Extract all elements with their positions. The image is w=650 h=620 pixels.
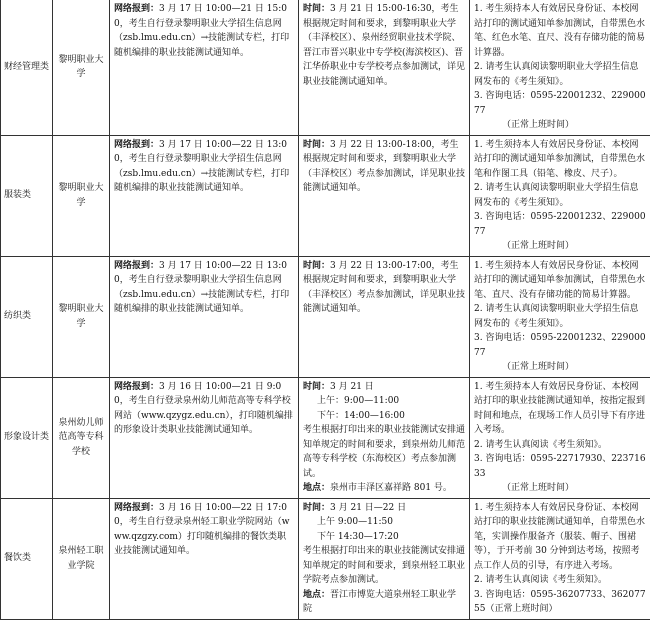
note-line: 3. 咨询电话：0595-22717930、22371633 xyxy=(474,452,646,481)
registration-cell xyxy=(110,135,299,256)
time-label: 时间： xyxy=(303,261,330,271)
note-line: 2. 请考生认真阅读黎明职业大学招生信息网发布的《考生须知》。 xyxy=(474,60,646,89)
note-line: 1. 考生须持本人有效居民身份证、本校网站打印的职业技能测试通知单，自带黑色水笔，实训操作服备齐（服装、帽子、围裙等），于开考前 30 分钟到达考场，按照考点工作人员的引导，有序进入考场。 xyxy=(474,501,646,574)
category-cell: 餐饮类 xyxy=(1,498,53,619)
school-cell: 泉州轻工职业学院 xyxy=(53,498,110,619)
note-line: （正常上班时间） xyxy=(474,118,646,133)
place-label: 地点： xyxy=(303,590,330,600)
time-afternoon: 下午 14:30—17:20 xyxy=(303,530,465,545)
note-line: 3. 咨询电话：0595-22001232、22900077 xyxy=(474,89,646,118)
notes-cell xyxy=(470,377,650,498)
school-cell: 黎明职业大学 xyxy=(53,256,110,377)
registration-cell xyxy=(110,256,299,377)
time-place-cell xyxy=(299,135,470,256)
time-afternoon: 下午：14:00—16:00 xyxy=(303,409,465,424)
place-text: 泉州市丰泽区嘉祥路 801 号。 xyxy=(330,483,452,493)
time-place-cell xyxy=(299,377,470,498)
time-label: 时间： xyxy=(303,140,330,150)
notes-cell xyxy=(470,256,650,377)
note-line: 3. 咨询电话：0595-22001232、22900077 xyxy=(474,331,646,360)
notes-cell xyxy=(470,0,650,135)
time-morning: 上午 9:00—11:50 xyxy=(303,515,465,530)
registration-text: 3 月 17 日 10:00—22 日 13:00，考生自行登录黎明职业大学招生信息网（zsb.lmu.edu.cn）→技能测试专栏，打印随机编排的职业技能测试通知单。 xyxy=(114,140,289,194)
note-line: （正常上班时间） xyxy=(474,360,646,375)
school-cell: 泉州幼儿师范高等专科学校 xyxy=(53,377,110,498)
note-line: 2. 请考生认真阅读黎明职业大学招生信息网发布的《考生须知》。 xyxy=(474,302,646,331)
time-label: 时间： xyxy=(303,382,330,392)
registration-label: 网络报到： xyxy=(114,382,159,392)
registration-text: 3 月 17 日 10:00—22 日 13:00，考生自行登录黎明职业大学招生信息网（zsb.lmu.edu.cn）→技能测试专栏，打印随机编排的职业技能测试通知单。 xyxy=(114,261,289,315)
registration-text: 3 月 16 日 10:00—22 日 17:00，考生自行登录泉州轻工职业学院网站（www.qzgzy.com）打印随机编排的餐饮类职业技能测试通知单。 xyxy=(114,503,289,557)
time-text: 3 月 22 日 13:00-17:00，考生根据规定时间和要求，到黎明职业大学（丰泽校区）考点参加测试，详见职业技能测试通知单。 xyxy=(303,261,465,315)
registration-cell xyxy=(110,498,299,619)
table-row xyxy=(1,0,650,135)
time-place-cell xyxy=(299,0,470,135)
time-date: 3 月 21 日—22 日 xyxy=(330,503,406,513)
school-cell: 黎明职业大学 xyxy=(53,135,110,256)
time-place-cell xyxy=(299,498,470,619)
note-line: 2. 请考生认真阅读《考生须知》。 xyxy=(474,573,646,588)
table-row xyxy=(1,135,650,256)
category-cell: 纺织类 xyxy=(1,256,53,377)
category-cell: 形象设计类 xyxy=(1,377,53,498)
note-line: （正常上班时间） xyxy=(474,239,646,254)
note-line: 1. 考生须持本人有效居民身份证、本校网站打印的测试通知单参加测试，自带黑色水笔、红色水笔、直尺、没有存储功能的简易计算器。 xyxy=(474,2,646,60)
registration-label: 网络报到： xyxy=(114,4,159,14)
time-text: 3 月 22 日 13:00-18:00，考生根据规定时间和要求，到黎明职业大学（丰泽校区）考点参加测试，详见职业技能测试通知单。 xyxy=(303,140,465,194)
place-label: 地点： xyxy=(303,483,330,493)
time-text: 3 月 21 日 15:00-16:30，考生根据规定时间和要求，到黎明职业大学（丰泽校区）、泉州经贸职业技术学院、晋江市晋兴职业中专学校(海滨校区)、晋江华侨职业中专学校考点参加测试，详见职业技能测试通知单。 xyxy=(303,4,465,87)
notes-cell xyxy=(470,498,650,619)
note-line: 2. 请考生认真阅读黎明职业大学招生信息网发布的《考生须知》。 xyxy=(474,181,646,210)
note-line: 1. 考生须持本人有效居民身份证、本校网站打印的测试通知单参加测试，自带黑色水笔和作图工具（铅笔、橡皮、尺子）。 xyxy=(474,138,646,182)
time-label: 时间： xyxy=(303,4,330,14)
place-text: 晋江市博览大道泉州轻工职业学院 xyxy=(303,590,456,615)
note-line: 3. 咨询电话：0595-36207733、36207755（正常上班时间） xyxy=(474,588,646,617)
category-cell: 财经管理类 xyxy=(1,0,53,135)
note-line: 1. 考生须持本人有效居民身份证、本校网站打印的职业技能测试通知单，按指定报到时间和地点，在现场工作人员引导下有序进入考场。 xyxy=(474,380,646,438)
registration-label: 网络报到： xyxy=(114,140,159,150)
time-morning: 上午：9:00—11:00 xyxy=(303,394,465,409)
registration-cell xyxy=(110,0,299,135)
time-label: 时间： xyxy=(303,503,330,513)
note-line: 1. 考生须持本人有效居民身份证、本校网站打印的测试通知单参加测试，自带黑色水笔、直尺、没有存储功能的简易计算器。 xyxy=(474,259,646,303)
registration-text: 3 月 17 日 10:00—21 日 15:00，考生自行登录黎明职业大学招生信息网（zsb.lmu.edu.cn）→技能测试专栏，打印随机编排的职业技能测试通知单。 xyxy=(114,4,289,58)
time-place-cell xyxy=(299,256,470,377)
time-date: 3 月 21 日 xyxy=(330,382,374,392)
time-text: 考生根据打印出来的职业技能测试安排通知单规定的时间和要求，到泉州幼儿师范高等专科学校（东海校区）考点参加测试。 xyxy=(303,423,465,481)
table-row xyxy=(1,498,650,619)
note-line: 3. 咨询电话：0595-22001232、22900077 xyxy=(474,210,646,239)
category-cell: 服装类 xyxy=(1,135,53,256)
table-row xyxy=(1,256,650,377)
school-cell: 黎明职业大学 xyxy=(53,0,110,135)
note-line: （正常上班时间） xyxy=(474,481,646,496)
registration-cell xyxy=(110,377,299,498)
note-line: 2. 请考生认真阅读《考生须知》。 xyxy=(474,438,646,453)
registration-label: 网络报到： xyxy=(114,261,159,271)
registration-label: 网络报到： xyxy=(114,503,159,513)
registration-text: 3 月 16 日 10:00—21 日 9:00，考生自行登录泉州幼儿师范高等专科学校网站（www.qzygz.edu.cn），打印随机编排的形象设计类职业技能测试通知单。 xyxy=(114,382,293,436)
time-text: 考生根据打印出来的职业技能测试安排通知单规定的时间和要求，到泉州轻工职业学院考点参加测试。 xyxy=(303,544,465,588)
table-row xyxy=(1,377,650,498)
notes-cell xyxy=(470,135,650,256)
